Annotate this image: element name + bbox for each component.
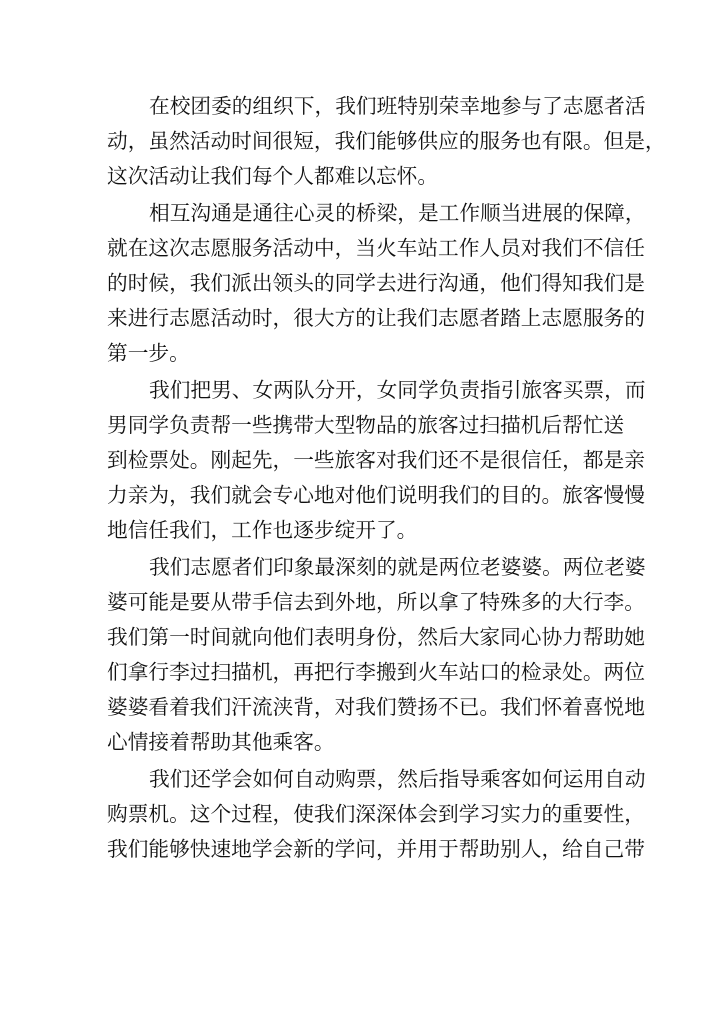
paragraph-line: 相互沟通是通往心灵的桥梁，是工作顺当进展的保障， [149,201,646,225]
paragraph-line: 来进行志愿活动时，很大方的让我们志愿者踏上志愿服务的 [107,306,645,330]
paragraph-3 [107,373,646,548]
paragraph-line: 男同学负责帮一些携带大型物品的旅客过扫描机后帮忙送 [107,413,625,437]
paragraph-line: 的时候，我们派出领头的同学去进行沟通，他们得知我们是 [107,271,645,295]
paragraph-line: 就在这次志愿服务活动中，当火车站工作人员对我们不信任 [107,236,645,260]
paragraph-line: 们拿行李过扫描机，再把行李搬到火车站口的检录处。两位 [107,660,645,684]
paragraph-line: 到检票处。刚起先，一些旅客对我们还不是很信任，都是亲 [107,448,645,472]
paragraph-5 [107,762,646,867]
paragraph-line: 我们志愿者们印象最深刻的就是两位老婆婆。两位老婆 [149,555,646,579]
paragraph-line: 这次活动让我们每个人都难以忘怀。 [107,164,439,188]
paragraph-1 [107,89,666,194]
paragraph-line: 力亲为，我们就会专心地对他们说明我们的目的。旅客慢慢 [107,483,645,507]
paragraph-4 [107,550,646,760]
paragraph-line: 婆婆看着我们汗流浃背，对我们赞扬不已。我们怀着喜悦地 [107,695,645,719]
paragraph-line: 婆可能是要从带手信去到外地，所以拿了特殊多的大行李。 [107,590,645,614]
document-body [107,89,666,869]
paragraph-line: 心情接着帮助其他乘客。 [107,730,335,754]
paragraph-line: 我们第一时间就向他们表明身份，然后大家同心协力帮助她 [107,625,645,649]
paragraph-line: 我们能够快速地学会新的学问，并用于帮助别人，给自己带 [107,837,645,861]
paragraph-line: 我们还学会如何自动购票，然后指导乘客如何运用自动 [149,767,646,791]
paragraph-line: 我们把男、女两队分开，女同学负责指引旅客买票，而 [149,378,646,402]
paragraph-2 [107,196,646,371]
paragraph-line: 动，虽然活动时间很短，我们能够供应的服务也有限。但是， [107,129,666,153]
paragraph-line: 第一步。 [107,341,190,365]
paragraph-line: 在校团委的组织下，我们班特别荣幸地参与了志愿者活 [149,94,646,118]
paragraph-line: 购票机。这个过程，使我们深深体会到学习实力的重要性， [107,802,645,826]
paragraph-line: 地信任我们，工作也逐步绽开了。 [107,518,418,542]
